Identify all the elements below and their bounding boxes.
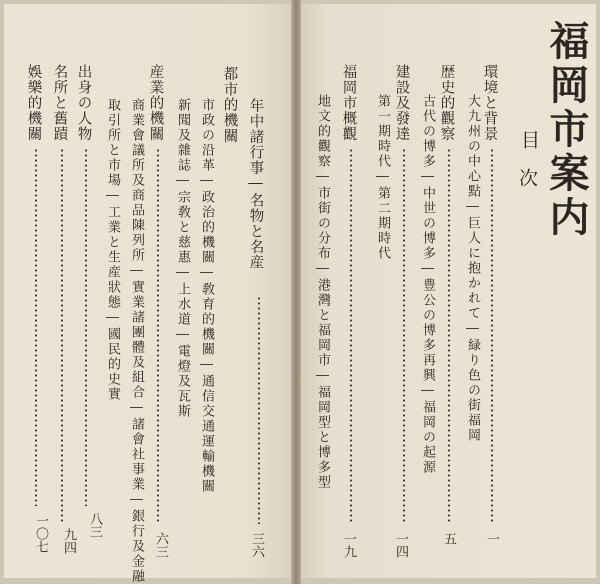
leader-dots — [258, 296, 260, 524]
toc-entry-page[interactable]: 九四 — [61, 528, 76, 554]
toc-entry-title[interactable]: 産業的機關 — [147, 64, 164, 142]
book-title: 福岡市案内 — [543, 20, 590, 240]
toc-entry-page[interactable]: 六三 — [153, 532, 168, 558]
toc-entry-subtopics: 古代の博多―中世の博多―豊公の博多再興―福岡の起源 — [420, 94, 435, 475]
toc-entry-subtopics: 地文的觀察―市街の分布―港灣と福岡市―福岡型と博多型 — [315, 94, 330, 490]
leader-dots — [491, 148, 493, 524]
toc-heading-2: 次 — [516, 168, 538, 187]
toc-entry-subtopics: 新聞及雜誌―宗敎と慈惠―上水道―電燈及瓦斯 — [175, 98, 190, 419]
leader-dots — [157, 148, 159, 524]
leader-dots — [403, 148, 405, 524]
toc-entry-subtopics: 市政の沿革―政治的機關―敎育的機關―通信交通運輸機關 — [199, 98, 214, 494]
toc-heading: 目 — [518, 130, 540, 149]
toc-entry-title[interactable]: 建設及發達 — [393, 64, 410, 142]
toc-entry-title[interactable]: 娛樂的機關 — [25, 64, 42, 142]
toc-entry-page[interactable]: 一九 — [341, 532, 356, 558]
toc-entry-subtopics: 商業會議所及商品陳列所―實業諸團體及組合―諸會社事業―銀行及金融 — [129, 98, 144, 584]
toc-entry-page[interactable]: 五 — [441, 532, 456, 545]
book-gutter — [291, 0, 301, 584]
toc-entry-title[interactable]: 名所と舊蹟 — [51, 64, 68, 142]
leader-dots — [85, 148, 87, 506]
toc-entry-page[interactable]: 三六 — [249, 532, 264, 558]
toc-entry-subtopics: 第一期時代―第二期時代 — [375, 94, 390, 261]
toc-entry-page[interactable]: 八三 — [87, 512, 102, 538]
toc-entry-title[interactable]: 福岡市概觀 — [340, 64, 357, 142]
leader-dots — [350, 148, 352, 524]
toc-entry-page[interactable]: 一 — [484, 532, 499, 545]
toc-entry-title[interactable]: 歴史的觀察 — [438, 64, 455, 142]
toc-entry-subtopics: 取引所と市場―工業と生産狀態―國民的史實 — [105, 98, 120, 402]
leader-dots — [448, 148, 450, 524]
toc-entry-title[interactable]: 環境と背景 — [481, 64, 498, 142]
leader-dots — [61, 148, 63, 522]
leader-dots — [35, 148, 37, 506]
toc-entry-page[interactable]: 一〇七 — [33, 514, 48, 553]
toc-entry-title[interactable]: 年中諸行事―名物と名産 — [247, 98, 264, 270]
toc-entry-subtopics: 大九州の中心點―巨人に抱かれて―緑り色の街福岡 — [465, 94, 480, 443]
toc-entry-title[interactable]: 出身の人物 — [75, 64, 92, 142]
toc-entry-page[interactable]: 一四 — [393, 532, 408, 558]
toc-entry-title[interactable]: 都市的機關 — [221, 66, 238, 144]
